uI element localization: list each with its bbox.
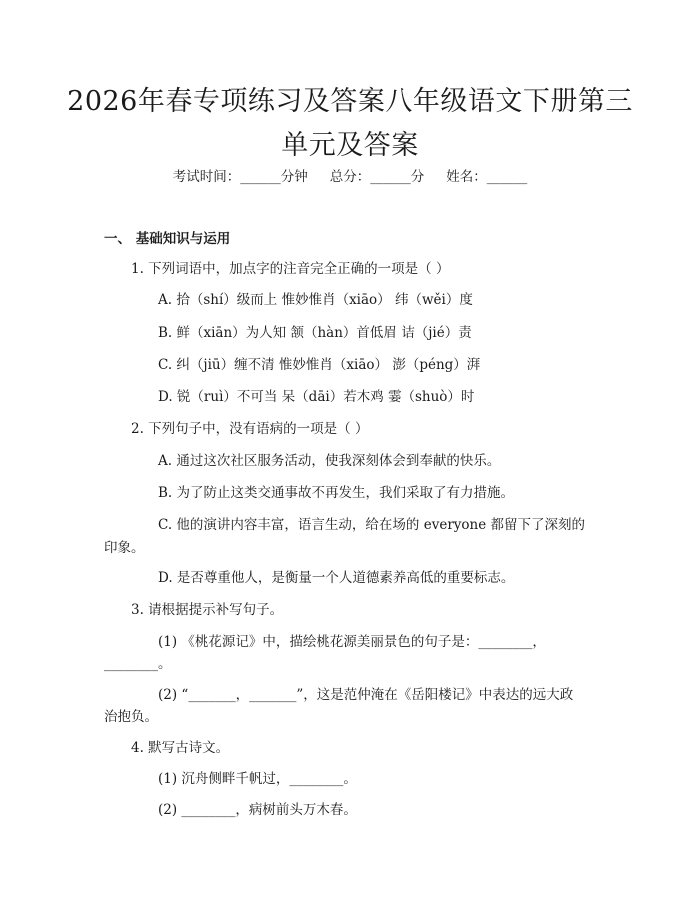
question-3-item-2: (2) “_______，_______”，这是范仲淹在《岳阳楼记》中表达的远大政 xyxy=(158,687,574,703)
question-1-option-b: B. 鲜（xiān）为人知 颔（hàn）首低眉 诘（jié）责 xyxy=(158,325,472,341)
question-4-stem: 4. 默写古诗文。 xyxy=(131,740,230,756)
question-1-stem: 1. 下列词语中，加点字的注音完全正确的一项是（ ） xyxy=(131,261,450,277)
question-3-item-1: (1) 《桃花源记》中，描绘桃花源美丽景色的句子是：________， xyxy=(158,634,546,650)
question-4-item-1: (1) 沉舟侧畔千帆过，________。 xyxy=(158,771,357,787)
question-2-stem: 2. 下列句子中，没有语病的一项是（ ） xyxy=(131,421,369,437)
question-3-stem: 3. 请根据提示补写句子。 xyxy=(131,602,284,618)
question-1-option-a: A. 拾（shí）级而上 惟妙惟肖（xiāo） 纬（wěi）度 xyxy=(158,292,473,308)
question-1-option-c: C. 纠（jiū）缠不清 惟妙惟肖（xiāo） 澎（péng）湃 xyxy=(158,357,481,373)
question-3-item-1-continuation: ________。 xyxy=(104,656,172,672)
exam-time-label: 考试时间：______分钟 xyxy=(172,169,308,185)
question-2-option-b: B. 为了防止这类交通事故不再发生，我们采取了有力措施。 xyxy=(158,485,515,501)
question-3-item-2-continuation: 治抱负。 xyxy=(104,709,158,725)
student-name-label: 姓名：______ xyxy=(446,169,528,185)
question-2-option-d: D. 是否尊重他人，是衡量一个人道德素养高低的重要标志。 xyxy=(158,570,515,586)
question-2-option-a: A. 通过这次社区服务活动，使我深刻体会到奉献的快乐。 xyxy=(158,453,501,469)
total-score-label: 总分：______分 xyxy=(329,169,425,185)
question-4-item-2: (2) ________，病树前头万木春。 xyxy=(158,802,357,818)
question-1-option-d: D. 锐（ruì）不可当 呆（dāi）若木鸡 霎（shuò）时 xyxy=(158,389,475,405)
section-heading: 一、 基础知识与运用 xyxy=(104,231,231,247)
question-2-option-c: C. 他的演讲内容丰富，语言生动，给在场的 everyone 都留下了深刻的 xyxy=(158,517,586,533)
document-title: 2026年春专项练习及答案八年级语文下册第三单元及答案 xyxy=(67,86,633,161)
question-2-option-c-continuation: 印象。 xyxy=(104,540,145,556)
exam-info xyxy=(0,166,700,188)
